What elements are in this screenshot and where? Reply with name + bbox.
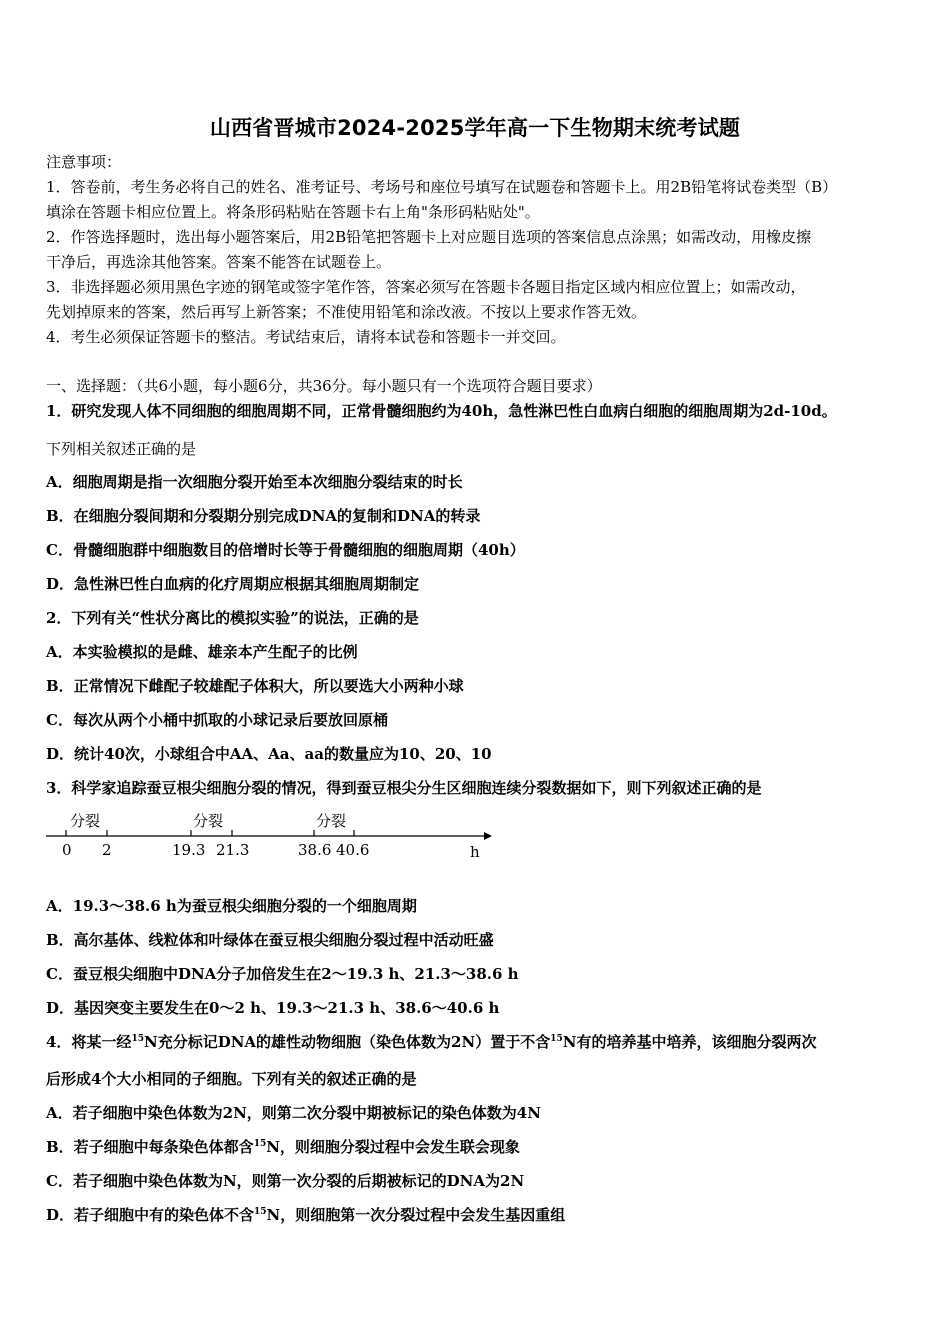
- q4-stem-part: N有的培养基中培养，该细胞分裂两次: [562, 1033, 817, 1051]
- q4-stem-cont: 后形成4个大小相同的子细胞。下列有关的叙述正确的是: [46, 1070, 417, 1088]
- tick-label: 2: [102, 841, 112, 859]
- q1-stem: 1．研究发现人体不同细胞的细胞周期不同，正常骨髓细胞约为40h，急性淋巴性白血病白细胞的细胞周期为2d-10d。: [46, 402, 837, 420]
- q3-option-a: A．19.3～38.6 h为蚕豆根尖细胞分裂的一个细胞周期: [46, 897, 417, 915]
- q4-option-d-part: N，则细胞第一次分裂过程中会发生基因重组: [266, 1206, 566, 1224]
- q1-option-d: D．急性淋巴性白血病的化疗周期应根据其细胞周期制定: [46, 575, 420, 593]
- notice-heading: 注意事项：: [46, 153, 122, 171]
- tick-label: 40.6: [336, 841, 370, 859]
- q2-option-b: B．正常情况下雌配子较雄配子体积大，所以要选大小两种小球: [46, 677, 464, 695]
- division-label: 分裂: [316, 812, 347, 830]
- notice-line: 4．考生必须保证答题卡的整洁。考试结束后，请将本试卷和答题卡一并交回。: [46, 328, 566, 346]
- division-label: 分裂: [70, 812, 101, 830]
- section-heading: 一、选择题：（共6小题，每小题6分，共36分。每小题只有一个选项符合题目要求）: [46, 377, 602, 395]
- isotope-superscript: 15: [131, 1034, 144, 1044]
- notice-line: 2．作答选择题时，选出每小题答案后，用2B铅笔把答题卡上对应题目选项的答案信息点涂黑；如需改动，用橡皮擦: [46, 228, 812, 246]
- q4-stem-part: N充分标记DNA的雄性动物细胞（染色体数为2N）置于不含: [143, 1033, 551, 1051]
- q4-stem-part: 4．将某一经: [46, 1033, 132, 1051]
- tick-label: 0: [62, 841, 72, 859]
- q4-option-c: C．若子细胞中染色体数为N，则第一次分裂的后期被标记的DNA为2N: [46, 1172, 525, 1190]
- q1-option-a: A．细胞周期是指一次细胞分裂开始至本次细胞分裂结束的时长: [46, 473, 463, 491]
- notice-line: 填涂在答题卡相应位置上。将条形码粘贴在答题卡右上角"条形码粘贴处"。: [46, 203, 540, 221]
- unit-label: h: [470, 843, 480, 861]
- q2-option-a: A．本实验模拟的是雌、雄亲本产生配子的比例: [46, 643, 358, 661]
- page-title: 山西省晋城市2024-2025学年高一下生物期末统考试题: [209, 116, 741, 140]
- q3-option-c: C．蚕豆根尖细胞中DNA分子加倍发生在2～19.3 h、21.3～38.6 h: [46, 965, 519, 983]
- notice-line: 3．非选择题必须用黑色字迹的钢笔或签字笔作答，答案必须写在答题卡各题目指定区域内相应位置上；如需改动，: [46, 278, 806, 296]
- q4-option-d-part: D．若子细胞中有的染色体不含: [46, 1206, 255, 1224]
- notice-line: 干净后，再选涂其他答案。答案不能答在试题卷上。: [46, 253, 392, 271]
- q2-stem: 2．下列有关“性状分离比的模拟实验”的说法，正确的是: [46, 609, 419, 627]
- isotope-superscript: 15: [550, 1034, 563, 1044]
- timeline-arrow: [484, 832, 492, 840]
- q3-stem: 3．科学家追踪蚕豆根尖细胞分裂的情况，得到蚕豆根尖分生区细胞连续分裂数据如下，则下列叙述正确的是: [46, 779, 762, 797]
- division-label: 分裂: [193, 812, 224, 830]
- q4-option-b-part: N，则细胞分裂过程中会发生联会现象: [266, 1138, 520, 1156]
- q1-option-c: C．骨髓细胞群中细胞数目的倍增时长等于骨髓细胞的细胞周期（40h）: [46, 541, 525, 559]
- tick-label: 21.3: [216, 841, 250, 859]
- q4-option-a: A．若子细胞中染色体数为2N，则第二次分裂中期被标记的染色体数为4N: [46, 1104, 541, 1122]
- q1-option-b: B．在细胞分裂间期和分裂期分别完成DNA的复制和DNA的转录: [46, 507, 481, 525]
- cell-cycle-timeline: [46, 808, 496, 864]
- q4-option-b-part: B．若子细胞中每条染色体都含: [46, 1138, 254, 1156]
- q1-stem-cont: 下列相关叙述正确的是: [46, 440, 197, 458]
- q4-stem: [46, 1032, 816, 1052]
- tick-label: 19.3: [172, 841, 206, 859]
- isotope-superscript: 15: [254, 1207, 267, 1217]
- q4-option-b: [46, 1137, 520, 1157]
- tick-label: 38.6: [298, 841, 332, 859]
- isotope-superscript: 15: [253, 1139, 267, 1149]
- q2-option-c: C．每次从两个小桶中抓取的小球记录后要放回原桶: [46, 711, 388, 729]
- notice-line: 1．答卷前，考生务必将自己的姓名、准考证号、考场号和座位号填写在试题卷和答题卡上。用2B铅笔将试卷类型（B）: [46, 178, 838, 196]
- notice-line: 先划掉原来的答案，然后再写上新答案；不准使用铅笔和涂改液。不按以上要求作答无效。: [46, 303, 647, 321]
- q4-option-d: [46, 1205, 565, 1225]
- q3-option-d: D．基因突变主要发生在0～2 h、19.3～21.3 h、38.6～40.6 h: [46, 999, 500, 1017]
- q3-option-b: B．高尔基体、线粒体和叶绿体在蚕豆根尖细胞分裂过程中活动旺盛: [46, 931, 494, 949]
- q2-option-d: D．统计40次，小球组合中AA、Aa、aa的数量应为10、20、10: [46, 745, 492, 763]
